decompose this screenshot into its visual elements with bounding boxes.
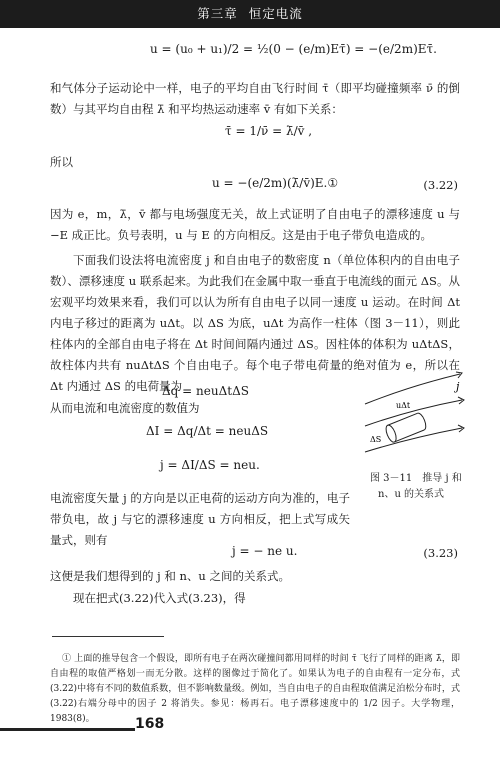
label-j: j <box>456 380 460 393</box>
paragraph-current-density: 下面我们设法将电流密度 j 和自由电子的数密度 n（单位体积内的自由电子数）、漂移速度 u 联系起来。为此我们在金属中取一垂直于电流线的面元 ΔS。从宏观平均效果来看，我们可以认为所有自由电子以同一速度 u 运动。在时间 Δt 内电子移过的距离为 uΔt。以 ΔS 为底，uΔt 为高作一柱体（图 3－11），则此柱体内的全部自由电子将在 Δt 时间间隔内通过 ΔS。因柱体的体积为 uΔtΔS，故柱体内共有 nuΔtΔS 个自由电子。每个电子带电荷量的绝对值为 e，所以在 Δt 内通过 ΔS 的电荷量为 <box>50 253 460 393</box>
text-suoyi: 所以 <box>50 155 73 169</box>
paragraph-relation: 这便是我们想得到的 j 和 n、u 之间的关系式。 <box>50 569 290 583</box>
cylinder <box>384 412 428 444</box>
page-number: 168 <box>135 716 165 732</box>
footnote-rule <box>52 636 164 637</box>
equation-3-22: u = −(e/2m)(λ̄/v̄)E.① <box>212 176 339 190</box>
label-u-delta-t: uΔt <box>396 401 411 410</box>
label-delta-s: ΔS <box>370 435 382 444</box>
footnote-mark: ① <box>62 654 72 664</box>
paragraph-substitute: 现在把式(3.22)代入式(3.23)，得 <box>73 591 246 605</box>
equation-drift-velocity: u = (u₀ + u₁)/2 = ½(0 − (e/m)Eτ̄) = −(e/2m)Eτ̄. <box>150 42 437 56</box>
equation-tau: τ̄ = 1/ν̄ = λ̄/v̄ , <box>225 124 313 138</box>
figure-caption-line1: 图 3－11 推导 j 和 <box>370 473 462 484</box>
footnote-text: 上面的推导包含一个假设，即所有电子在两次碰撞间都用同样的时间 τ̄ 飞行了同样的距离 λ̄，即自由程的取值严格划一而无分散。这样的图像过于简化了。如果认为电子的自由程有一定分布，式(3.22)中将有不同的数值系数，但不影响数量级。例如，当自由电子的自由程取值满足泊松分布时，式(3.22)右端分母中的因子 2 将消失。参见：杨再石。电子漂移速度中的 1/2 因子。大学物理，1983(8)。 <box>50 654 460 724</box>
equation-3-23: j = − ne u. <box>232 544 298 558</box>
page-number-bar <box>0 728 135 731</box>
current-line <box>365 400 462 426</box>
footnote <box>50 652 460 727</box>
equation-number-3-23: (3.23) <box>423 546 458 560</box>
figure-caption-line2: n、u 的关系式 <box>378 489 445 500</box>
paragraph-proportional: 因为 e，m，λ̄，v̄ 都与电场强度无关，故上式证明了自由电子的漂移速度 u 与 −E 成正比。负号表明，u 与 E 的方向相反。这是由于电子带负电造成的。 <box>50 207 460 242</box>
paragraph-current-values: 从而电流和电流密度的数值为 <box>50 401 200 415</box>
equation-delta-q: Δq = neuΔtΔS <box>162 384 249 398</box>
chapter-title: 恒定电流 <box>248 6 303 21</box>
chapter-header <box>0 0 500 28</box>
equation-j: j = ΔI/ΔS = neu. <box>160 458 260 472</box>
current-line <box>365 374 460 404</box>
equation-delta-i: ΔI = Δq/Δt = neuΔS <box>146 424 269 438</box>
paragraph-vector-form: 电流密度矢量 j 的方向是以正电荷的运动方向为准的，电子带负电，故 j 与它的漂移速度 u 方向相反，把上式写成矢量式，则有 <box>50 491 350 547</box>
equation-number-3-22: (3.22) <box>423 178 458 192</box>
paragraph-mean-free-time: 和气体分子运动论中一样，电子的平均自由飞行时间 τ̄（即平均碰撞频率 ν̄ 的倒数）与其平均自由程 λ̄ 和平均热运动速率 v̄ 有如下关系： <box>50 81 460 116</box>
chapter-number: 第三章 <box>197 6 238 21</box>
figure-3-11 <box>360 366 470 466</box>
